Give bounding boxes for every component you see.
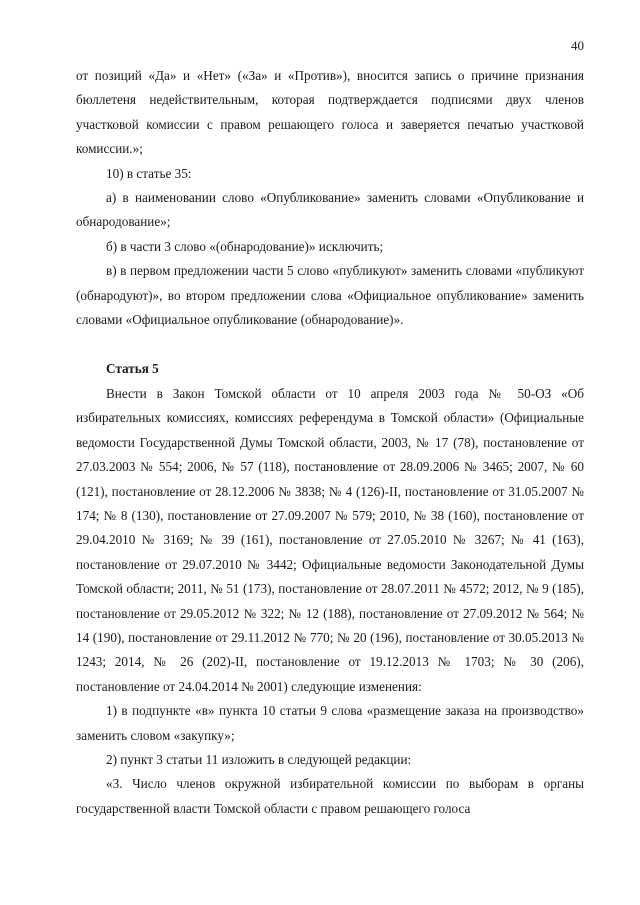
paragraph-item-2: 2) пункт 3 статьи 11 изложить в следующей редакции: xyxy=(106,751,412,767)
paragraph-subitem-a: а) в наименовании слово «Опубликование» заменить словами «Опубликование и обнародование»; xyxy=(76,190,584,230)
paragraph-item-1: 1) в подпункте «в» пункта 10 статьи 9 слова «размещение заказа на производство» заменить словом «закупку»; xyxy=(76,703,584,743)
paragraph-quoted-item-3: «3. Число членов окружной избирательной комиссии по выборам в органы государственной власти Томской области с правом решающего голоса xyxy=(76,776,584,816)
paragraph-continuation: от позиций «Да» и «Нет» («За» и «Против»), вносится запись о причине признания бюллетеня недействительным, которая подтверждается подписями двух членов участковой комиссии с правом решающего голоса и заверяется печатью участковой комиссии.»; xyxy=(76,68,584,157)
document-body xyxy=(76,64,584,821)
paragraph-item-10: 10) в статье 35: xyxy=(106,165,192,181)
paragraph-article-intro: Внести в Закон Томской области от 10 апреля 2003 года № 50-ОЗ «Об избирательных комиссиях, комиссиях референдума в Томской области» (Официальные ведомости Государственной Думы Томской области, 2003, № 17 (78), постановление от 27.03.2003 № 554; 2006, № 57 (118), постановление от 28.09.2006 № 3465; 2007, № 60 (121), постановление от 28.12.2006 № 3838; № 4 (126)-II, постановление от 31.05.2007 № 174; № 8 (130), постановление от 27.09.2007 № 579; 2010, № 38 (160), постановление от 29.04.2010 № 3169; № 39 (161), постановление от 27.05.2010 № 3267; № 41 (163), постановление от 29.07.2010 № 3442; Официальные ведомости Законодательной Думы Томской области; 2011, № 51 (173), постановление от 28.07.2011 № 4572; 2012, № 9 (185), постановление от 29.05.2012 № 322; № 12 (188), постановление от 27.09.2012 № 564; № 14 (190), постановление от 29.11.2012 № 770; № 20 (196), постановление от 30.05.2013 № 1243; 2014, № 26 (202)-II, постановление от 19.12.2013 № 1703; № 30 (206), постановление от 24.04.2014 № 2001) следующие изменения: xyxy=(76,385,584,694)
article-heading: Статья 5 xyxy=(106,361,159,377)
paragraph-subitem-v: в) в первом предложении части 5 слово «публикуют» заменить словами «публикуют (обнародуют)», во втором предложении слова «Официальное опубликование» заменить словами «Официальное опубликование (обнародование)». xyxy=(76,263,584,328)
page-number: 40 xyxy=(571,38,584,53)
paragraph-subitem-b: б) в части 3 слово «(обнародование)» исключить; xyxy=(106,238,384,254)
